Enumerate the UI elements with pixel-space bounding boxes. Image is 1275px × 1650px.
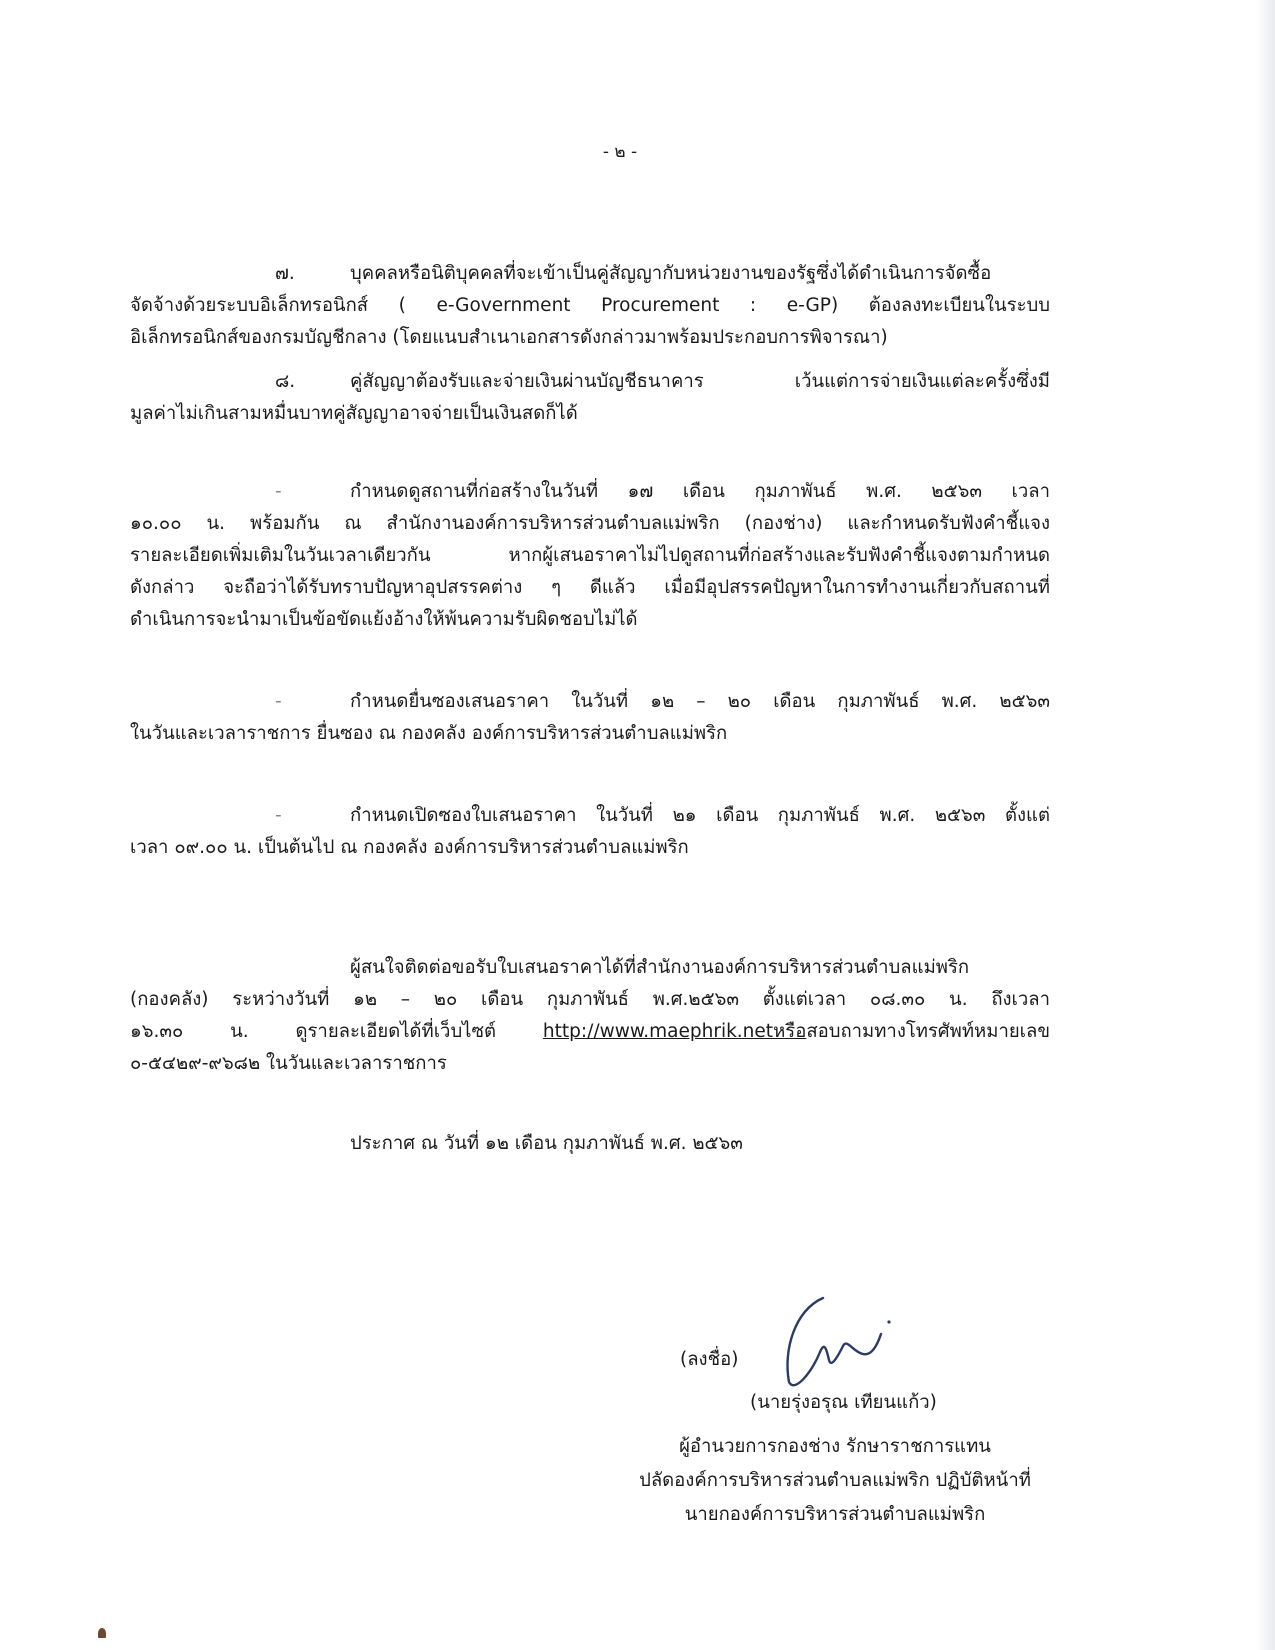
- scan-edge-shadow: [1257, 0, 1275, 1650]
- signature-label: (ลงชื่อ): [680, 1349, 739, 1370]
- opening-line2: เวลา ๐๙.๐๐ น. เป็นต้นไป ณ กองคลัง องค์การบริหารส่วนตำบลแม่พริก: [130, 837, 689, 858]
- submission-line1: - กำหนดยื่นซองเสนอราคา ในวันที่ ๑๒ – ๒๐ เดือน กุมภาพันธ์ พ.ศ. ๒๕๖๓: [275, 691, 1050, 712]
- site-visit-line1: - กำหนดดูสถานที่ก่อสร้างในวันที่ ๑๗ เดือน กุมภาพันธ์ พ.ศ. ๒๕๖๓ เวลา: [275, 481, 1050, 502]
- item7-line3: อิเล็กทรอนิกส์ของกรมบัญชีกลาง (โดยแนบสำเนาเอกสารดังกล่าวมาพร้อมประกอบการพิจารณา): [130, 327, 888, 348]
- contact-line3: ๑๖.๓๐ น. ดูรายละเอียดได้ที่เว็บไซต์ http://www.maephrik.netหรือสอบถามทางโทรศัพท์หมายเลข: [130, 1021, 1050, 1042]
- contact-line2: (กองคลัง) ระหว่างวันที่ ๑๒ – ๒๐ เดือน กุมภาพันธ์ พ.ศ.๒๕๖๓ ตั้งแต่เวลา ๐๘.๓๐ น. ถึงเวลา: [130, 989, 1050, 1010]
- item8-line1: ๘. คู่สัญญาต้องรับและจ่ายเงินผ่านบัญชีธนาคาร เว้นแต่การจ่ายเงินแต่ละครั้งซึ่งมี: [275, 371, 1050, 392]
- bullet-dash: -: [275, 805, 282, 826]
- bullet-dash: -: [275, 691, 282, 712]
- submission-line2: ในวันและเวลาราชการ ยื่นซอง ณ กองคลัง องค์การบริหารส่วนตำบลแม่พริก: [130, 723, 728, 744]
- page-number: - ๒ -: [602, 142, 638, 162]
- item7-line1: ๗. บุคคลหรือนิติบุคคลที่จะเข้าเป็นคู่สัญญากับหน่วยงานของรัฐซึ่งได้ดำเนินการจัดซื้อ: [275, 263, 992, 284]
- signer-position-1: ผู้อำนวยการกองช่าง รักษาราชการแทน: [679, 1436, 991, 1457]
- site-visit-line2: ๑๐.๐๐ น. พร้อมกัน ณ สำนักงานองค์การบริหารส่วนตำบลแม่พริก (กองช่าง) และกำหนดรับฟังคำชี้แจง: [130, 513, 1050, 534]
- handwritten-signature: [765, 1290, 905, 1400]
- site-visit-line4: ดังกล่าว จะถือว่าได้รับทราบปัญหาอุปสรรคต่าง ๆ ดีแล้ว เมื่อมีอุปสรรคปัญหาในการทำงานเกี่ยวกับสถานที่: [130, 577, 1050, 598]
- site-visit-line5: ดำเนินการจะนำมาเป็นข้อขัดแย้งอ้างให้พ้นความรับผิดชอบไม่ได้: [130, 609, 638, 630]
- item8-number: ๘.: [275, 371, 296, 392]
- signer-name: (นายรุ่งอรุณ เทียนแก้ว): [750, 1392, 937, 1413]
- item7-number: ๗.: [275, 263, 295, 284]
- scan-speck: [98, 1628, 106, 1638]
- site-visit-line3: รายละเอียดเพิ่มเติมในวันเวลาเดียวกัน หากผู้เสนอราคาไม่ไปดูสถานที่ก่อสร้างและรับฟังคำชี้แจงตามกำหนด: [130, 545, 1050, 566]
- signer-position-2: ปลัดองค์การบริหารส่วนตำบลแม่พริก ปฏิบัติหน้าที่: [639, 1470, 1031, 1491]
- opening-line1: - กำหนดเปิดซองใบเสนอราคา ในวันที่ ๒๑ เดือน กุมภาพันธ์ พ.ศ. ๒๕๖๓ ตั้งแต่: [275, 805, 1050, 826]
- website-link[interactable]: http://www.maephrik.net: [542, 1021, 774, 1042]
- announcement-date: ประกาศ ณ วันที่ ๑๒ เดือน กุมภาพันธ์ พ.ศ. ๒๕๖๓: [350, 1133, 743, 1154]
- bullet-dash: -: [275, 481, 282, 502]
- item7-line2: จัดจ้างด้วยระบบอิเล็กทรอนิกส์ ( e-Government Procurement : e-GP) ต้องลงทะเบียนในระบบ: [130, 295, 1050, 316]
- contact-line4: ๐-๕๔๒๙-๙๖๘๒ ในวันและเวลาราชการ: [130, 1053, 447, 1074]
- item8-line2: มูลค่าไม่เกินสามหมื่นบาทคู่สัญญาอาจจ่ายเป็นเงินสดก็ได้: [130, 403, 578, 424]
- signer-position-3: นายกองค์การบริหารส่วนตำบลแม่พริก: [684, 1504, 986, 1525]
- contact-line1: ผู้สนใจติดต่อขอรับใบเสนอราคาได้ที่สำนักงานองค์การบริหารส่วนตำบลแม่พริก: [350, 957, 970, 978]
